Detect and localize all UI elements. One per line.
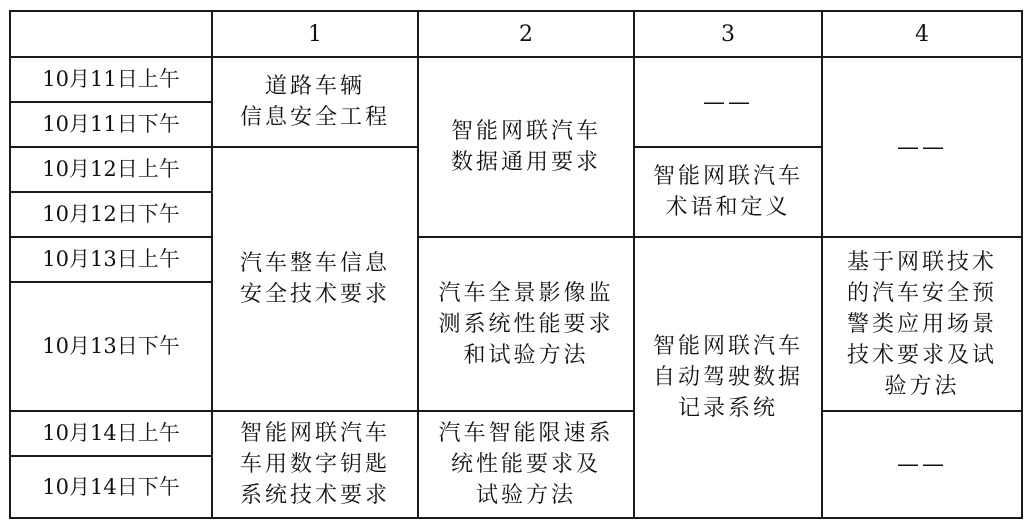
date-slot-label: 10月14日下午 — [10, 456, 212, 518]
session-title: 智能网联汽车 车用数字钥匙 系统技术要求 — [239, 421, 390, 508]
session-c4-c: —— — [822, 411, 1022, 518]
table-row — [10, 57, 1022, 102]
session-c2-a — [418, 57, 634, 237]
session-c3-c — [634, 237, 822, 518]
header-col-2: 2 — [418, 11, 634, 57]
session-title: 汽车智能限速系 统性能要求及 试验方法 — [438, 421, 614, 508]
header-corner-cell — [10, 11, 212, 57]
session-title: 智能网联汽车 数据通用要求 — [450, 119, 601, 175]
header-col-3: 3 — [634, 11, 822, 57]
date-slot-label: 10月11日下午 — [10, 102, 212, 147]
session-c1-b — [212, 147, 418, 411]
header-row — [10, 11, 1022, 57]
table-row — [10, 411, 1022, 456]
session-c1-a — [212, 57, 418, 147]
session-c3-b — [634, 147, 822, 237]
date-slot-label: 10月14日上午 — [10, 411, 212, 456]
date-slot-label: 10月13日下午 — [10, 282, 212, 411]
schedule-table — [9, 10, 1023, 519]
session-c3-a: —— — [634, 57, 822, 147]
header-col-1: 1 — [212, 11, 418, 57]
table-row — [10, 237, 1022, 282]
header-col-4: 4 — [822, 11, 1022, 57]
session-title: 道路车辆 信息安全工程 — [239, 74, 390, 130]
session-title: 基于网联技术 的汽车安全预 警类应用场景 技术要求及试 验方法 — [846, 249, 997, 399]
session-title: 汽车整车信息 安全技术要求 — [239, 251, 390, 307]
session-c4-b — [822, 237, 1022, 411]
session-c1-c — [212, 411, 418, 518]
date-slot-label: 10月12日上午 — [10, 147, 212, 192]
session-c2-c — [418, 411, 634, 518]
session-title: 智能网联汽车 术语和定义 — [652, 164, 803, 220]
session-title: 汽车全景影像监 测系统性能要求 和试验方法 — [438, 280, 614, 368]
date-slot-label: 10月12日下午 — [10, 192, 212, 237]
date-slot-label: 10月11日上午 — [10, 57, 212, 102]
session-c2-b — [418, 237, 634, 411]
date-slot-label: 10月13日上午 — [10, 237, 212, 282]
session-title: 智能网联汽车 自动驾驶数据 记录系统 — [652, 334, 803, 421]
session-c4-a: —— — [822, 57, 1022, 237]
